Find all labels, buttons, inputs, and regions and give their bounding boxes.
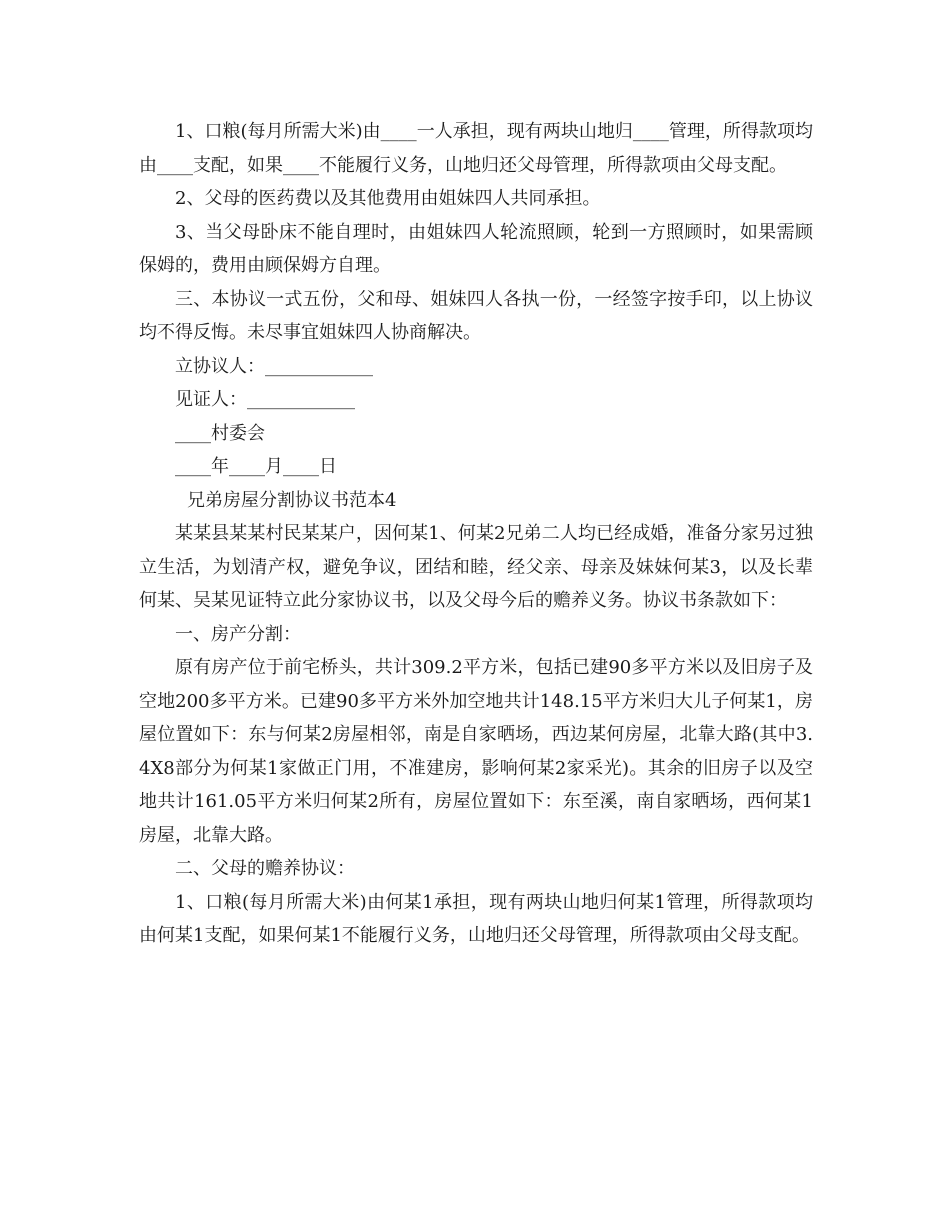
clause-care: 3、当父母卧床不能自理时，由姐妹四人轮流照顾，轮到一方照顾时，如果需顾保姆的，费用由顾保姆方自理。 [139,221,813,276]
sign-party-line: 立协议人：____________ [175,355,373,377]
heading-property: 一、房产分割： [175,623,301,645]
intro-paragraph: 某某县某某村民某某户，因何某1、何某2兄弟二人均已经成婚，准备分家另过独立生活，为划清产权，避免争议，团结和睦，经父亲、母亲及妹妹何某3，以及长辈何某、吴某见证特立此分家协议书，以及父母今后的赡养义务。协议书条款如下： [139,523,813,611]
property-paragraph: 原有房产位于前宅桥头，共计309.2平方米，包括已建90多平方米以及旧房子及空地200多平方米。已建90多平方米外加空地共计148.15平方米归大儿子何某1，房屋位置如下：东与何某2房屋相邻，南是自家晒场，西边某何房屋，北靠大路(其中3.4X8部分为何某1家做正门用，不准建房，影响何某2家采光)。其余的旧房子以及空地共计161.05平方米归何某2所有，房屋位置如下：东至溪，南自家晒场，西何某1房屋，北靠大路。 [139,657,813,846]
clause-grain: 1、口粮(每月所需大米)由____一人承担，现有两块山地归____管理，所得款项均由____支配，如果____不能履行义务，山地归还父母管理，所得款项由父母支配。 [139,121,813,176]
date-line: ____年____月____日 [175,456,337,477]
witness-line: 见证人：____________ [175,389,355,410]
document-page [139,115,813,953]
heading-support: 二、父母的赡养协议： [175,858,355,879]
section-title: 兄弟房屋分割协议书范本4 [187,489,397,511]
support-clause-grain: 1、口粮(每月所需大米)由何某1承担，现有两块山地归何某1管理，所得款项均由何某1支配，如果何某1不能履行义务，山地归还父母管理，所得款项由父母支配。 [139,891,813,946]
clause-medical: 2、父母的医药费以及其他费用由姐妹四人共同承担。 [175,188,601,209]
clause-copies: 三、本协议一式五份，父和母、姐妹四人各执一份，一经签字按手印，以上协议均不得反悔。未尽事宜姐妹四人协商解决。 [139,288,813,343]
village-committee-line: ____村委会 [175,422,265,444]
